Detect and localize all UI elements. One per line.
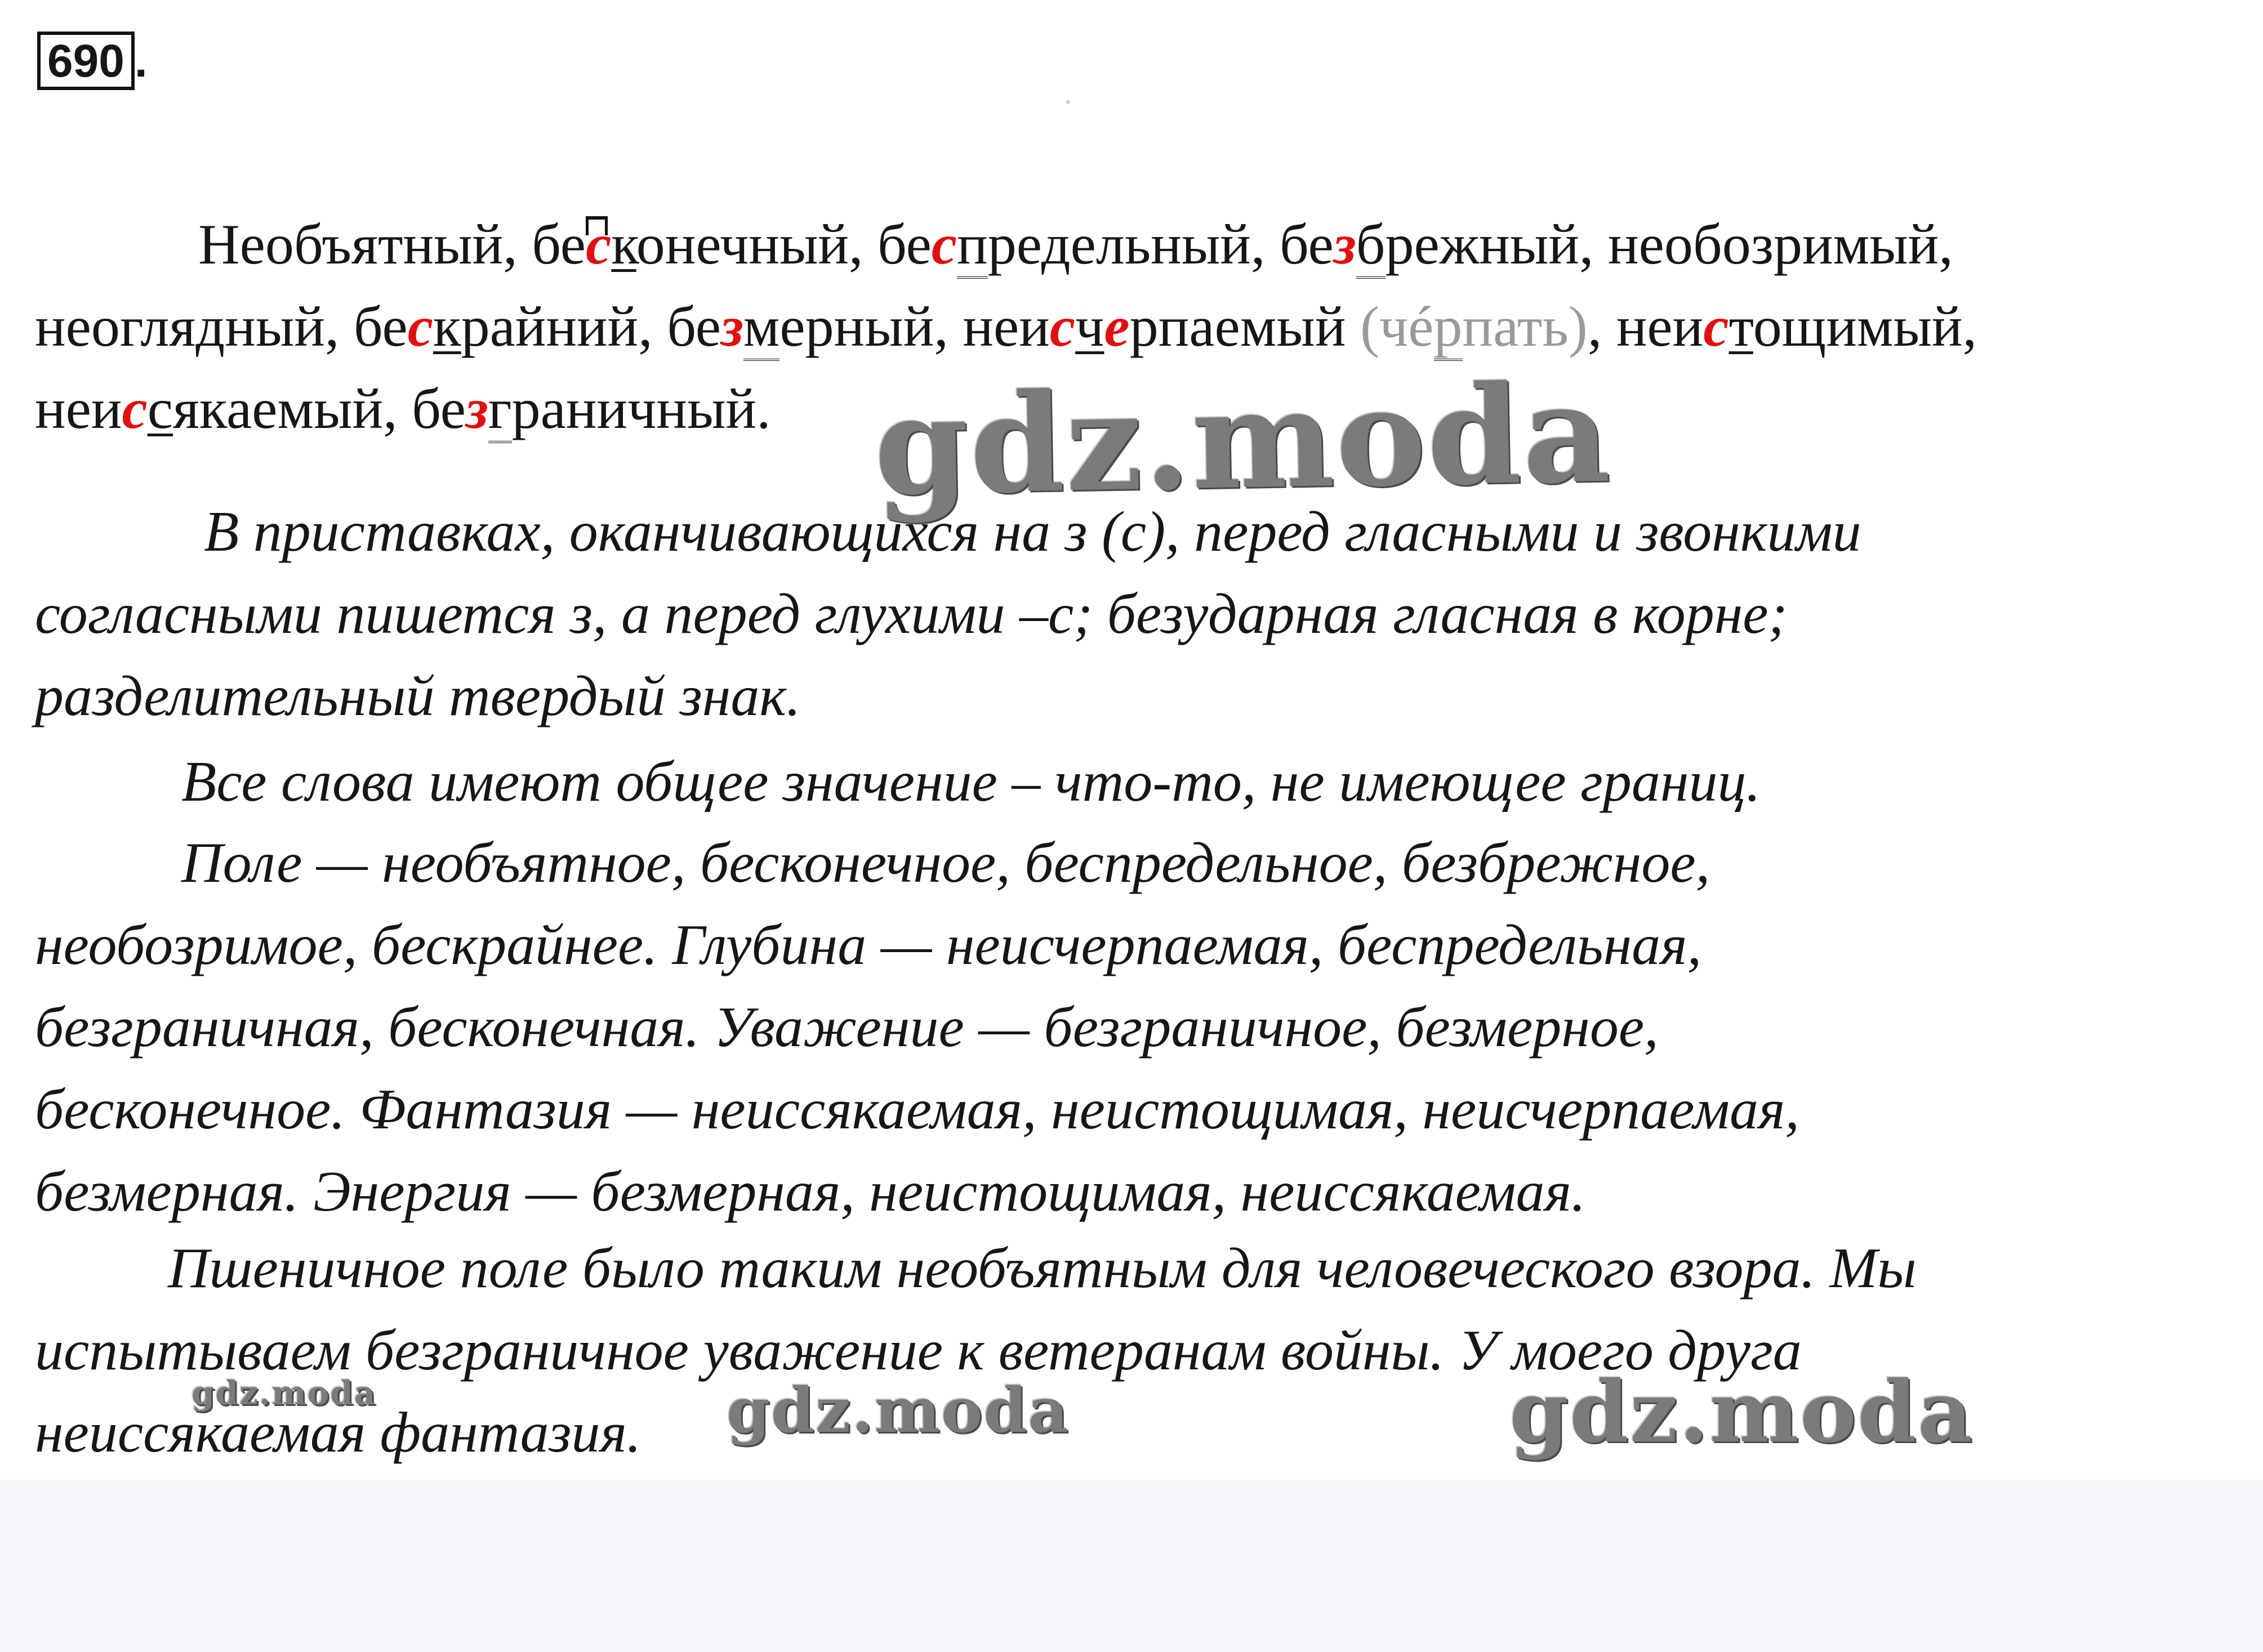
watermark: gdz.moda <box>727 1374 1070 1446</box>
sentence-line: Пшеничное поле было таким необъятным для человеческого взора. Мы <box>168 1236 1917 1300</box>
watermark: gdz.moda <box>1509 1363 1974 1462</box>
prefix-letter: с <box>122 377 148 441</box>
example-line: Поле — необъятное, бесконечное, беспредельное, безбрежное, <box>181 831 1710 895</box>
check-word: (чé <box>1360 295 1434 359</box>
word-line-1: Необъятный, бесконечный, беспредельный, безбрежный, необозримый, <box>35 204 2231 286</box>
prefix-letter: с <box>1049 295 1076 359</box>
prefix-letter: з <box>1333 213 1356 276</box>
rule-line: разделительный твердый знак. <box>35 664 801 728</box>
rule-line: В приставках, оканчивающихся на з (с), перед гласными и звонкими <box>204 500 1861 564</box>
common-meaning <box>35 741 2231 823</box>
word-line-2: неоглядный, бескрайний, безмерный, неисчерпаемый (чéрпать), неистощимый, <box>35 286 2231 368</box>
example-line: безграничная, бесконечная. Уважение — безграничное, безмерное, <box>35 995 1659 1059</box>
prefix-letter: с <box>1703 295 1729 359</box>
examples-paragraph <box>35 822 2231 1233</box>
prefix-letter: с <box>407 295 434 359</box>
exercise-number: 690 . <box>37 32 148 90</box>
sentence-line: неиссякаемая фантазия. <box>35 1401 642 1465</box>
stray-dot <box>1066 100 1070 104</box>
prefix-letter: с <box>931 213 957 276</box>
prefix-letter: с <box>586 213 612 276</box>
watermark: gdz.moda <box>872 354 1613 526</box>
rule-paragraph <box>35 491 2231 738</box>
example-line: безмерная. Энергия — безмерная, неистощимая, неиссякаемая. <box>35 1160 1586 1224</box>
prefix-letter: з <box>721 295 743 359</box>
rule-line: согласными пишется з, а перед глухими –с; безударная гласная в корне; <box>35 582 1788 646</box>
common-line: Все слова имеют общее значение – что-то, не имеющее границ. <box>181 750 1761 814</box>
example-line: бесконечное. Фантазия — неиссякаемая, неистощимая, неисчерпаемая, <box>35 1078 1799 1141</box>
prefix-letter: з <box>465 377 488 441</box>
exercise-number-box: 690 <box>37 32 135 90</box>
root-vowel: е <box>1104 295 1130 359</box>
word-line-3: неиссякаемый, безграничный. <box>35 368 2231 450</box>
watermark: gdz.moda <box>191 1374 377 1412</box>
sentence-line: испытываем безграничное уважение к ветеранам войны. У моего друга <box>35 1319 1802 1382</box>
example-line: необозримое, бескрайнее. Глубина — неисчерпаемая, беспредельная, <box>35 913 1702 977</box>
